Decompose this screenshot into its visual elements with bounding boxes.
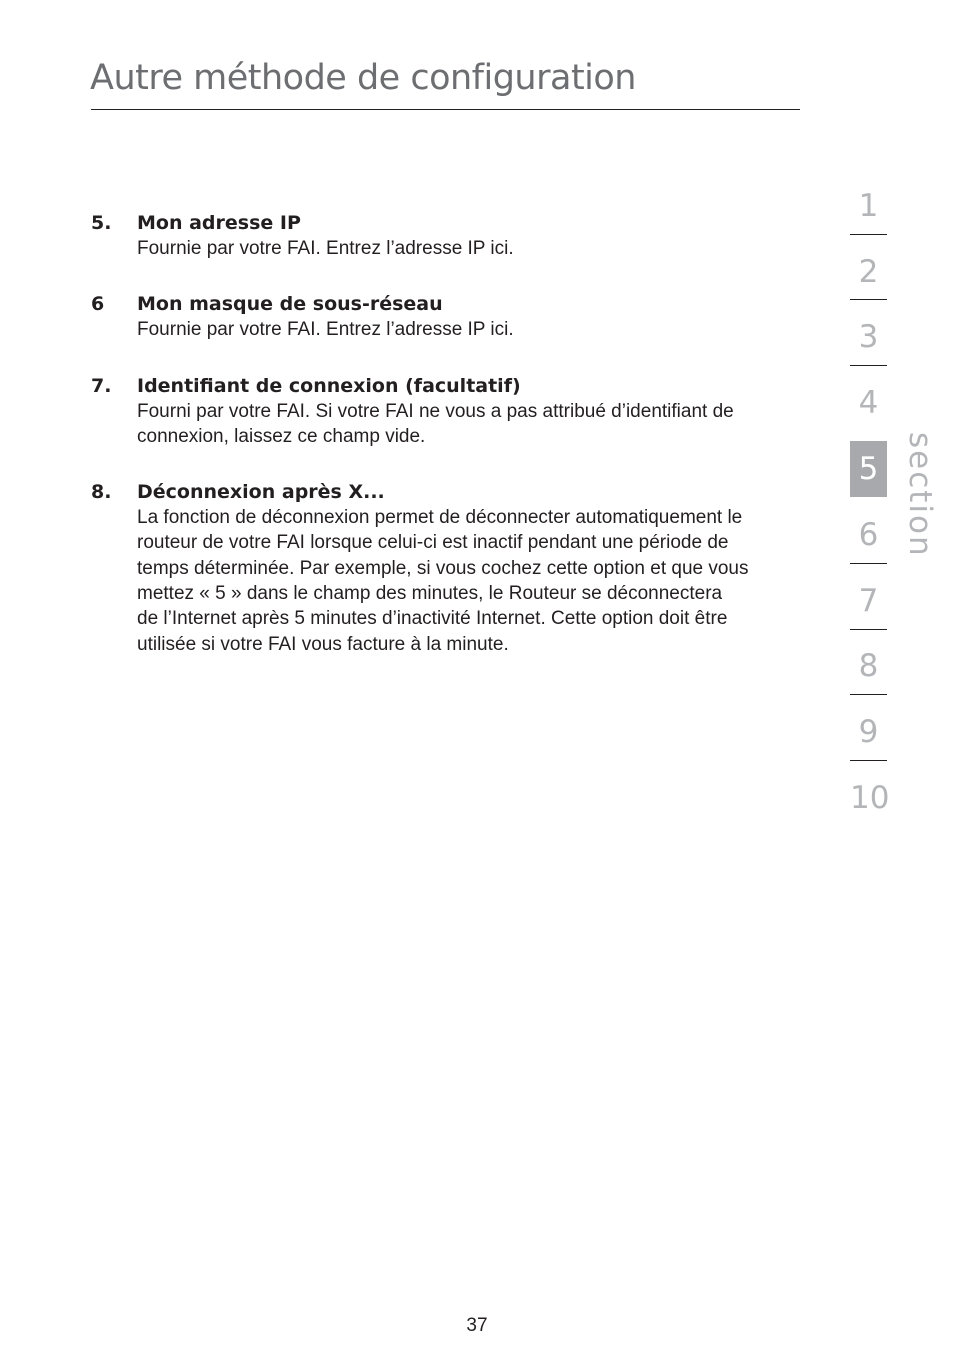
item-heading: Mon masque de sous-réseau: [137, 293, 443, 316]
item-number: 8.: [91, 481, 112, 504]
section-divider: [850, 760, 887, 761]
list-item: [91, 292, 803, 342]
section-tab-5-active[interactable]: 5: [850, 441, 887, 497]
section-divider: [850, 563, 887, 564]
section-tab-2[interactable]: 2: [858, 254, 879, 290]
page-title: Autre méthode de configuration: [90, 58, 636, 98]
item-number: 6: [91, 293, 105, 316]
item-heading: Mon adresse IP: [137, 212, 301, 234]
description-line: routeur de votre FAI lorsque celui-ci est inactif pendant une période de: [137, 532, 729, 554]
item-description: [137, 317, 803, 342]
description-line: temps déterminée. Par exemple, si vous cochez cette option et que vous: [137, 557, 749, 579]
description-line: mettez « 5 » dans le champ des minutes, le Routeur se déconnectera: [137, 583, 723, 605]
page-number: 37: [466, 1315, 488, 1336]
section-tab-6[interactable]: 6: [858, 517, 879, 553]
item-description: [137, 505, 803, 657]
list-item: [91, 211, 803, 261]
section-divider: [850, 299, 887, 300]
main-content: [91, 211, 803, 657]
description-line: Fourni par votre FAI. Si votre FAI ne vous a pas attribué d’identifiant de: [137, 400, 734, 422]
section-divider: [850, 629, 887, 630]
section-label: section: [902, 432, 938, 558]
section-tab-10[interactable]: 10: [850, 780, 890, 816]
description-line: connexion, laissez ce champ vide.: [137, 425, 426, 447]
section-divider: [850, 694, 887, 695]
description-line: de l’Internet après 5 minutes d’inactivité Internet. Cette option doit être: [137, 608, 728, 630]
item-heading: Déconnexion après X...: [137, 481, 385, 504]
item-number: 7.: [91, 374, 112, 397]
section-tab-4[interactable]: 4: [858, 385, 879, 421]
section-tab-9[interactable]: 9: [858, 714, 879, 750]
section-tab-7[interactable]: 7: [858, 583, 879, 619]
list-item: [91, 480, 803, 657]
description-line: Fournie par votre FAI. Entrez l’adresse IP ici.: [137, 238, 514, 259]
description-line: utilisée si votre FAI vous facture à la minute.: [137, 633, 509, 655]
section-divider: [850, 365, 887, 366]
section-tab-8[interactable]: 8: [858, 648, 879, 684]
description-line: La fonction de déconnexion permet de déconnecter automatiquement le: [137, 507, 743, 529]
section-tab-3[interactable]: 3: [858, 319, 879, 355]
section-tab-1[interactable]: 1: [858, 188, 879, 224]
item-number: 5.: [91, 212, 112, 234]
description-line: Fournie par votre FAI. Entrez l’adresse IP ici.: [137, 319, 514, 341]
item-description: [137, 399, 803, 450]
item-heading: Identifiant de connexion (facultatif): [137, 374, 521, 397]
title-divider: [91, 109, 800, 110]
list-item: [91, 374, 803, 450]
item-description: [137, 236, 803, 261]
section-divider: [850, 234, 887, 235]
